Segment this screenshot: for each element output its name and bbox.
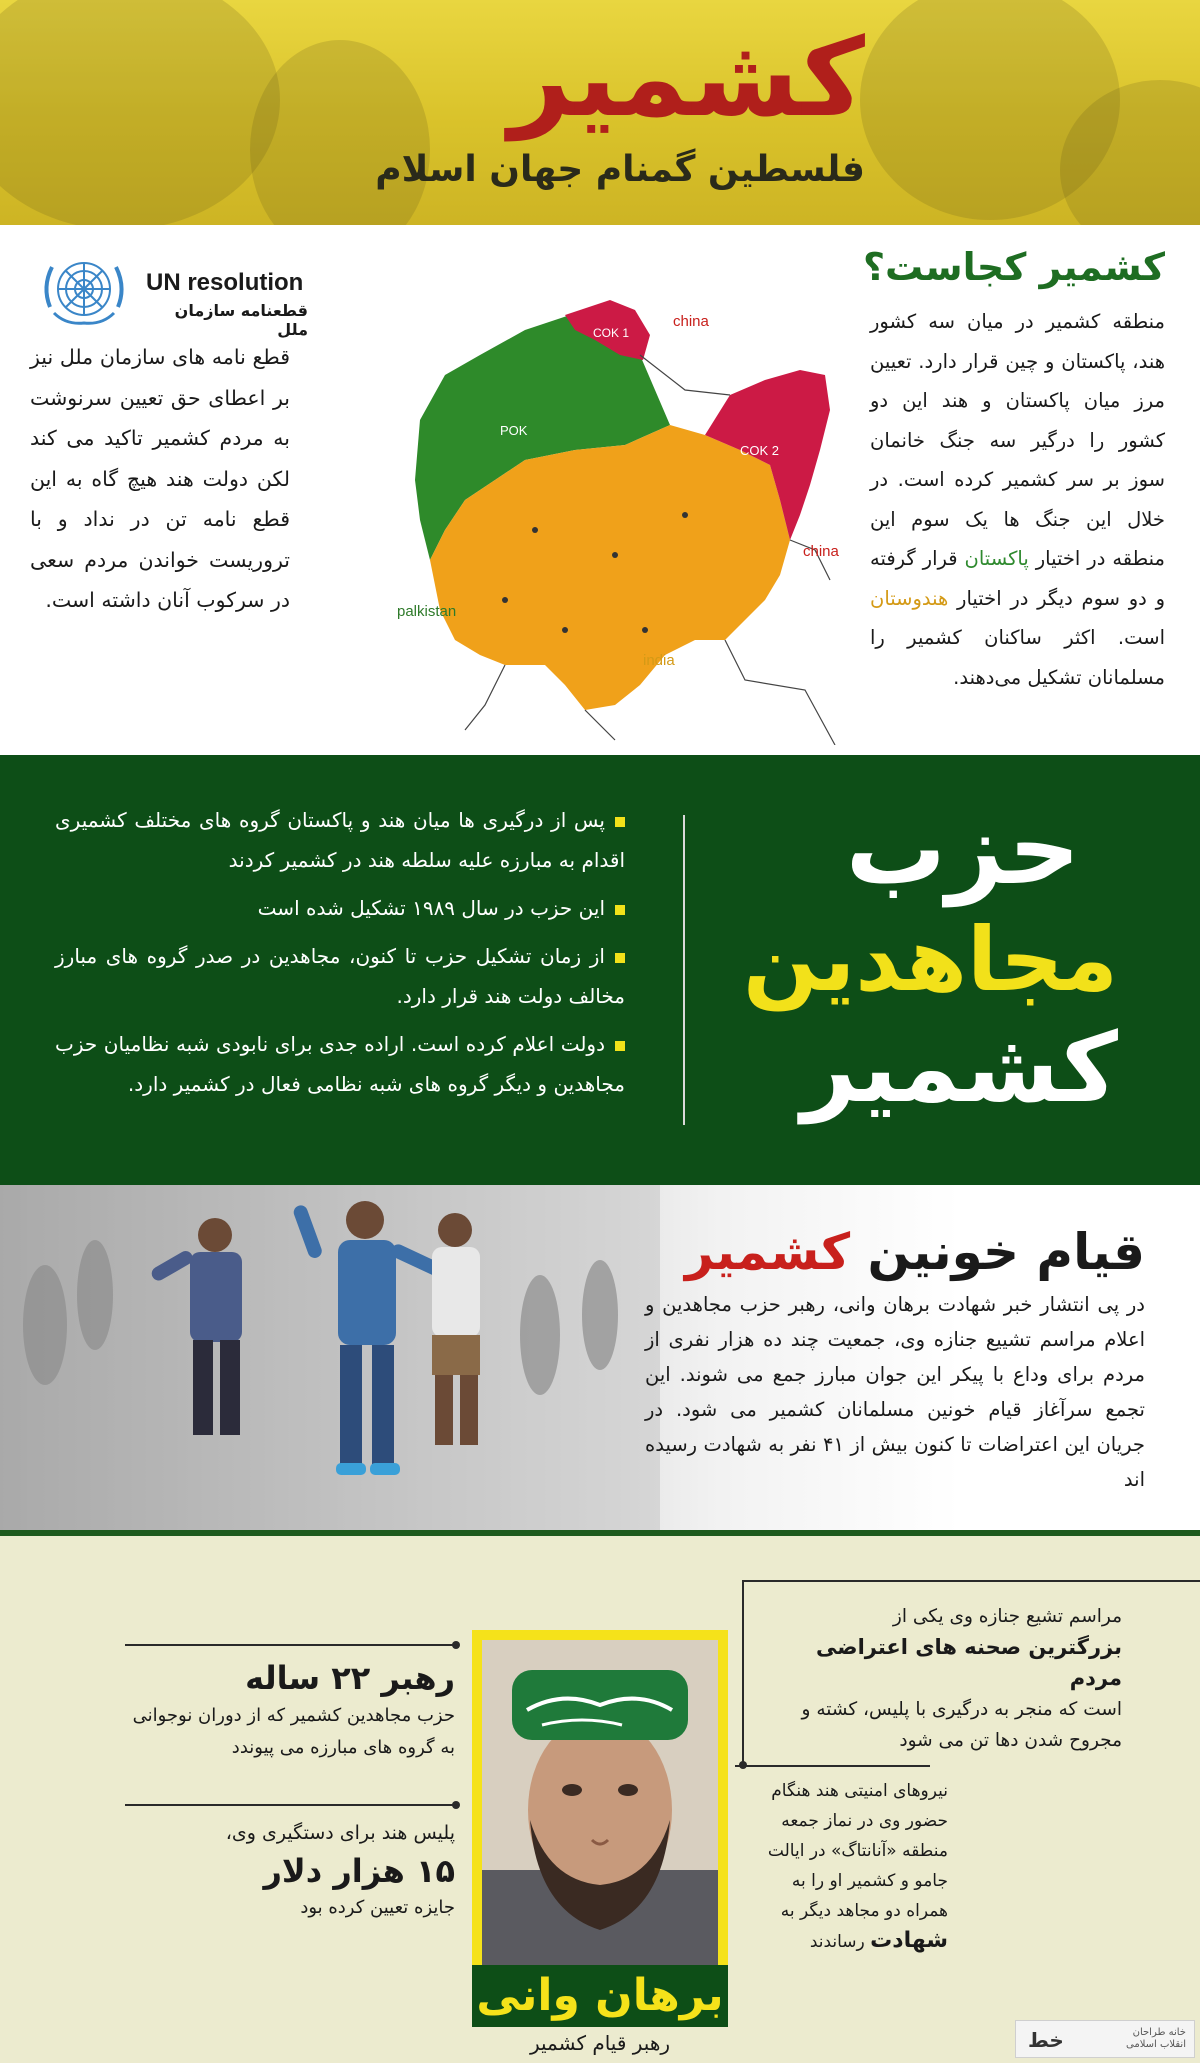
vertical-divider xyxy=(683,815,685,1125)
party-fact: از زمان تشکیل حزب تا کنون، مجاهدین در صدر گروه های مبارز مخالف دولت هند قرار دارد. xyxy=(55,944,625,1008)
kashmir-map xyxy=(385,300,855,745)
uprising-heading-highlight: کشمیر xyxy=(685,1223,851,1281)
page-subtitle: فلسطین گمنام جهان اسلام xyxy=(375,149,865,190)
portrait-frame xyxy=(472,1630,728,1985)
map-label-cok1: COK 1 xyxy=(593,326,630,340)
party-fact: دولت اعلام کرده است. اراده جدی برای نابودی شبه نظامیان حزب مجاهدین و دیگر گروه های شبه نظامی فعال در کشمیر دارد. xyxy=(55,1032,625,1096)
connector-line xyxy=(735,1765,930,1767)
map-label-china-right: china xyxy=(803,543,839,560)
reward-info xyxy=(125,1816,455,1924)
where-body xyxy=(870,302,1165,697)
where-heading: کشمیر کجاست؟ xyxy=(862,245,1165,289)
page-title: کشمیر xyxy=(508,16,865,141)
square-bullet-icon xyxy=(615,953,625,963)
bloody-uprising-section xyxy=(0,1185,1200,1530)
map-label-cok2: COK 2 xyxy=(740,443,780,458)
name-banner xyxy=(472,1965,728,2027)
party-title-line1: حزب xyxy=(845,790,1081,907)
connector-line xyxy=(125,1804,455,1806)
hizbul-mujahideen-section xyxy=(0,755,1200,1185)
un-resolution-subtitle: قطعنامه سازمان ملل xyxy=(174,301,308,339)
security-forces-info xyxy=(748,1776,948,1957)
party-fact: این حزب در سال ۱۹۸۹ تشکیل شده است xyxy=(55,888,625,928)
funeral-line: است که منجر به درگیری با پلیس، کشته و مجروح شدن دها تن می شود xyxy=(801,1699,1122,1751)
reward-line: پلیس هند برای دستگیری وی، xyxy=(225,1822,455,1844)
leader-heading: رهبر ۲۲ ساله xyxy=(245,1659,455,1697)
where-is-kashmir-section xyxy=(0,225,1200,755)
publisher-name: خانه طراحان انقلاب اسلامی xyxy=(1126,2027,1186,2050)
protesters-photo xyxy=(0,1185,660,1530)
un-resolution-title: UN resolution xyxy=(146,269,304,296)
un-emblem-icon xyxy=(36,249,132,329)
un-resolution-body: قطع نامه های سازمان ملل نیز بر اعطای حق تعیین سرنوشت به مردم کشمیر تاکید می کند لکن دولت هند هیچ گاه به این قطع نامه تن در نداد و با تروریست خواندن مردم سعی در سرکوب آنان داشته است. xyxy=(30,345,290,612)
forces-text: نیروهای امنیتی هند هنگام حضور وی در نماز جمعه منطقه «آنانتاگ» در ایالت جامو و کشمیر او را به همراه دو مجاهد دیگر به xyxy=(767,1781,948,1921)
map-label-china-top: china xyxy=(673,313,709,330)
where-body-text: قرار گرفته و دو سوم دیگر در اختیار xyxy=(870,547,1165,610)
leader-text: حزب مجاهدین کشمیر که از دوران نوجوانی به گروه های مبارزه می پیوندد xyxy=(132,1705,455,1758)
funeral-line: مراسم تشیع جنازه وی یکی از xyxy=(892,1606,1122,1627)
uprising-body: در پی انتشار خبر شهادت برهان وانی، رهبر حزب مجاهدین و اعلام مراسم تشییع جنازه وی، جمعیت چند ده هزار نفری از مردم برای وداع با پیکر این جوان مبارز جمع می شوند. این تجمع سرآغاز قیام خونین مسلمانان کشمیر می شود. در جریان این اعتراضات تا کنون بیش از ۴۱ نفر به شهادت رسیده اند xyxy=(645,1293,1145,1491)
party-facts-list xyxy=(55,800,625,1112)
square-bullet-icon xyxy=(615,905,625,915)
forces-text: رساندند xyxy=(809,1932,871,1952)
connector-line xyxy=(125,1644,455,1646)
where-body-text: است. اکثر ساکنان کشمیر را مسلمانان تشکیل می‌دهند. xyxy=(870,626,1165,689)
burhan-wani-portrait xyxy=(482,1640,718,1975)
burhan-wani-name: برهان وانی xyxy=(476,1970,724,2021)
party-title-line2: مجاهدین xyxy=(742,908,1118,1011)
map-label-pakistan: palkistan xyxy=(397,603,457,620)
crowd-silhouette xyxy=(250,40,430,225)
designer-credit xyxy=(1015,2020,1195,2058)
where-body-text: منطقه کشمیر در میان سه کشور هند، پاکستان و چین قرار دارد. تعیین مرز میان پاکستان و هند این دو کشور را درگیر سه جنگ خانمان سوز بر سر کشمیر کرده است. در خلال این جنگ ها یک سوم این منطقه در اختیار xyxy=(870,310,1165,570)
square-bullet-icon xyxy=(615,1041,625,1051)
forces-emphasis: شهادت xyxy=(870,1928,948,1953)
burhan-wani-section xyxy=(0,1536,1200,2063)
uprising-heading xyxy=(685,1223,1145,1281)
map-label-india: india xyxy=(643,652,675,669)
square-bullet-icon xyxy=(615,817,625,827)
uprising-heading-text: قیام خونین xyxy=(850,1223,1145,1281)
reward-line: جایزه تعیین کرده بود xyxy=(300,1897,455,1918)
funeral-emphasis: بزرگترین صحنه های اعتراضی مردم xyxy=(816,1635,1122,1690)
pakistan-highlight: پاکستان xyxy=(964,547,1029,570)
name-caption: رهبر قیام کشمیر xyxy=(529,2031,671,2055)
publisher-logo: خط xyxy=(1028,2028,1064,2052)
party-title xyxy=(742,790,1118,1125)
reward-amount: ۱۵ هزار دلار xyxy=(263,1852,455,1890)
map-label-pok: POK xyxy=(500,423,528,438)
connector-dot xyxy=(452,1801,460,1809)
header-banner xyxy=(0,0,1200,225)
party-fact: پس از درگیری ها میان هند و پاکستان گروه های مختلف کشمیری اقدام به مبارزه علیه سلطه هند در کشمیر کردند xyxy=(55,808,625,872)
connector-line xyxy=(742,1580,744,1765)
connector-line xyxy=(742,1580,1200,1582)
crowd-silhouette xyxy=(0,0,280,225)
india-highlight: هندوستان xyxy=(870,586,949,610)
leader-info xyxy=(125,1656,455,1764)
connector-dot xyxy=(452,1641,460,1649)
party-title-line3: کشمیر xyxy=(801,1011,1118,1124)
funeral-info xyxy=(762,1601,1122,1756)
